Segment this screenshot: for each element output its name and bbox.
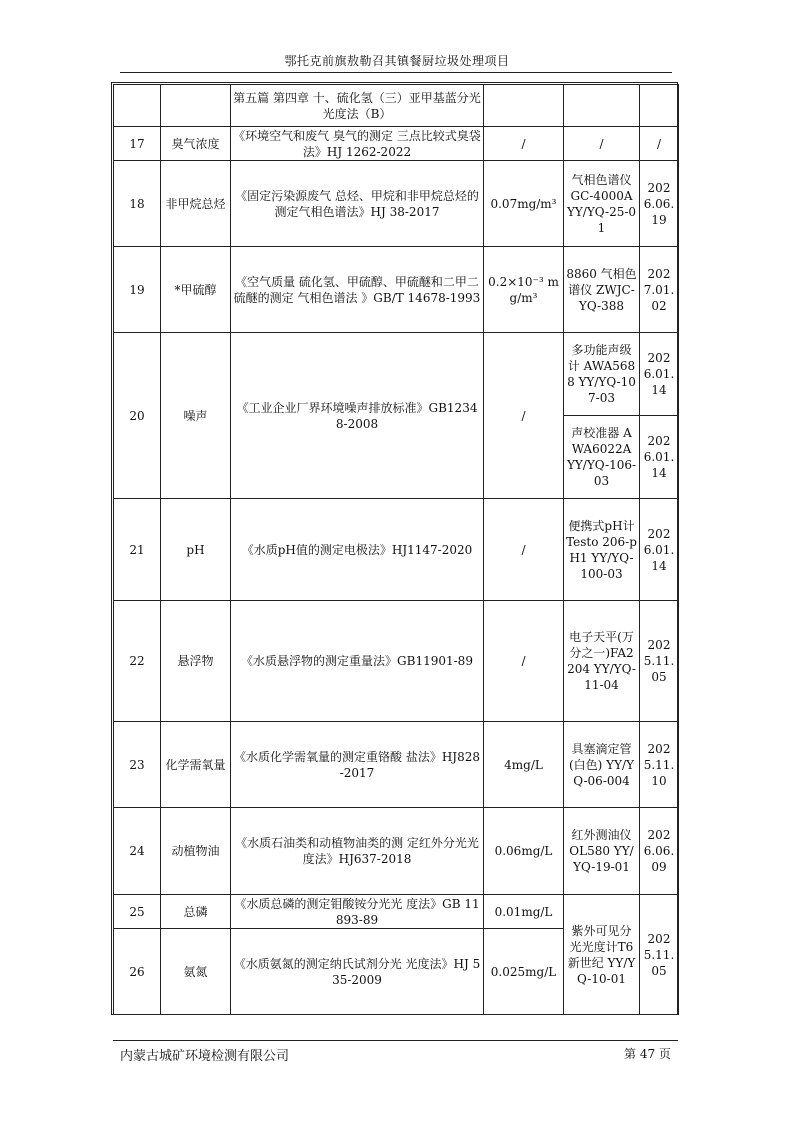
instrument-cell: 多功能声级计 AWA5688 YY/YQ-107-03 <box>564 333 640 416</box>
table-row <box>114 895 679 929</box>
row-number-cell: 21 <box>114 499 161 601</box>
table-row <box>114 127 679 161</box>
calibration-date-cell: 2025.11.05 <box>640 601 679 722</box>
table-row <box>114 247 679 333</box>
method-cell: 《空气质量 硫化氢、甲硫醇、甲硫醚和二甲二硫醚的测定 气相色谱法 》GB/T 14678-1993 <box>231 247 484 333</box>
method-cell: 《水质pH值的测定电极法》HJ1147-2020 <box>231 499 484 601</box>
calibration-date-cell: 2027.01.02 <box>640 247 679 333</box>
instrument-cell: 红外测油仪 OL580 YY/YQ-19-01 <box>564 808 640 895</box>
method-cell: 《水质化学需氧量的测定重铬酸 盐法》HJ828-2017 <box>231 722 484 808</box>
instrument-cell: 气相色谱仪 GC-4000A YY/YQ-25-01 <box>564 161 640 247</box>
row-number-cell <box>114 85 161 127</box>
method-cell: 《水质总磷的测定钼酸铵分光光 度法》GB 11893-89 <box>231 895 484 929</box>
row-number-cell: 25 <box>114 895 161 929</box>
instrument-cell: 紫外可见分光光度计T6新世纪 YY/YQ-10-01 <box>564 895 640 1015</box>
item-cell: 噪声 <box>161 333 231 499</box>
method-cell: 《水质悬浮物的测定重量法》GB11901-89 <box>231 601 484 722</box>
calibration-date-cell <box>640 85 679 127</box>
method-cell: 《水质氨氮的测定纳氏试剂分光 光度法》HJ 535-2009 <box>231 929 484 1015</box>
method-cell: 《环境空气和废气 臭气的测定 三点比较式臭袋法》HJ 1262-2022 <box>231 127 484 161</box>
detection-limit-cell: 4mg/L <box>484 722 564 808</box>
calibration-date-cell: 2026.01.14 <box>640 416 679 499</box>
row-number-cell: 18 <box>114 161 161 247</box>
table-row <box>114 499 679 601</box>
header-rule <box>120 72 672 73</box>
table-row <box>114 161 679 247</box>
item-cell: 总磷 <box>161 895 231 929</box>
row-number-cell: 24 <box>114 808 161 895</box>
calibration-date-cell: 2026.01.14 <box>640 499 679 601</box>
instrument-cell: / <box>564 127 640 161</box>
detection-limit-cell: / <box>484 127 564 161</box>
instrument-cell: 8860 气相色谱仪 ZWJC-YQ-388 <box>564 247 640 333</box>
row-number-cell: 26 <box>114 929 161 1015</box>
calibration-date-cell: 2025.11.05 <box>640 895 679 1015</box>
item-cell: 氨氮 <box>161 929 231 1015</box>
detection-limit-cell: 0.07mg/m³ <box>484 161 564 247</box>
table-row <box>114 808 679 895</box>
row-number-cell: 20 <box>114 333 161 499</box>
item-cell <box>161 85 231 127</box>
detection-limit-cell: 0.025mg/L <box>484 929 564 1015</box>
instrument-cell: 具塞滴定管 (白色) YY/YQ-06-004 <box>564 722 640 808</box>
detection-limit-cell: / <box>484 499 564 601</box>
footer-rule <box>113 1040 678 1041</box>
method-cell: 第五篇 第四章 十、硫化氢（三）亚甲基蓝分光光度法（B） <box>231 85 484 127</box>
calibration-date-cell: 2026.06.19 <box>640 161 679 247</box>
row-number-cell: 22 <box>114 601 161 722</box>
document-header-title: 鄂托克前旗敖勒召其镇餐厨垃圾处理项目 <box>284 54 510 68</box>
item-cell: 非甲烷总烃 <box>161 161 231 247</box>
row-number-cell: 17 <box>114 127 161 161</box>
item-cell: 化学需氧量 <box>161 722 231 808</box>
detection-limit-cell: 0.01mg/L <box>484 895 564 929</box>
footer-page-number: 第 47 页 <box>624 1047 671 1061</box>
item-cell: 动植物油 <box>161 808 231 895</box>
detection-limit-cell <box>484 85 564 127</box>
method-cell: 《固定污染源废气 总烃、甲烷和非甲烷总烃的测定气相色谱法》HJ 38-2017 <box>231 161 484 247</box>
table-row <box>114 333 679 416</box>
calibration-date-cell: 2025.11.10 <box>640 722 679 808</box>
detection-limit-cell: 0.06mg/L <box>484 808 564 895</box>
instrument-cell: 电子天平(万分之一)FA2204 YY/YQ-11-04 <box>564 601 640 722</box>
testing-methods-table <box>113 84 679 1015</box>
instrument-cell: 声校准器 AWA6022A YY/YQ-106-03 <box>564 416 640 499</box>
row-number-cell: 19 <box>114 247 161 333</box>
calibration-date-cell: 2026.01.14 <box>640 333 679 416</box>
table-row <box>114 85 679 127</box>
table-row <box>114 601 679 722</box>
detection-limit-cell: 0.2×10⁻³ mg/m³ <box>484 247 564 333</box>
instrument-cell: 便携式pH计 Testo 206-pH1 YY/YQ-100-03 <box>564 499 640 601</box>
item-cell: 悬浮物 <box>161 601 231 722</box>
table-row <box>114 722 679 808</box>
row-number-cell: 23 <box>114 722 161 808</box>
item-cell: 臭气浓度 <box>161 127 231 161</box>
calibration-date-cell: 2026.06.09 <box>640 808 679 895</box>
instrument-cell <box>564 85 640 127</box>
item-cell: *甲硫醇 <box>161 247 231 333</box>
method-cell: 《工业企业厂界环境噪声排放标准》GB12348-2008 <box>231 333 484 499</box>
calibration-date-cell: / <box>640 127 679 161</box>
detection-limit-cell: / <box>484 333 564 499</box>
item-cell: pH <box>161 499 231 601</box>
detection-limit-cell: / <box>484 601 564 722</box>
footer-company-name: 内蒙古城矿环境检测有限公司 <box>120 1049 290 1064</box>
method-cell: 《水质石油类和动植物油类的测 定红外分光光度法》HJ637-2018 <box>231 808 484 895</box>
